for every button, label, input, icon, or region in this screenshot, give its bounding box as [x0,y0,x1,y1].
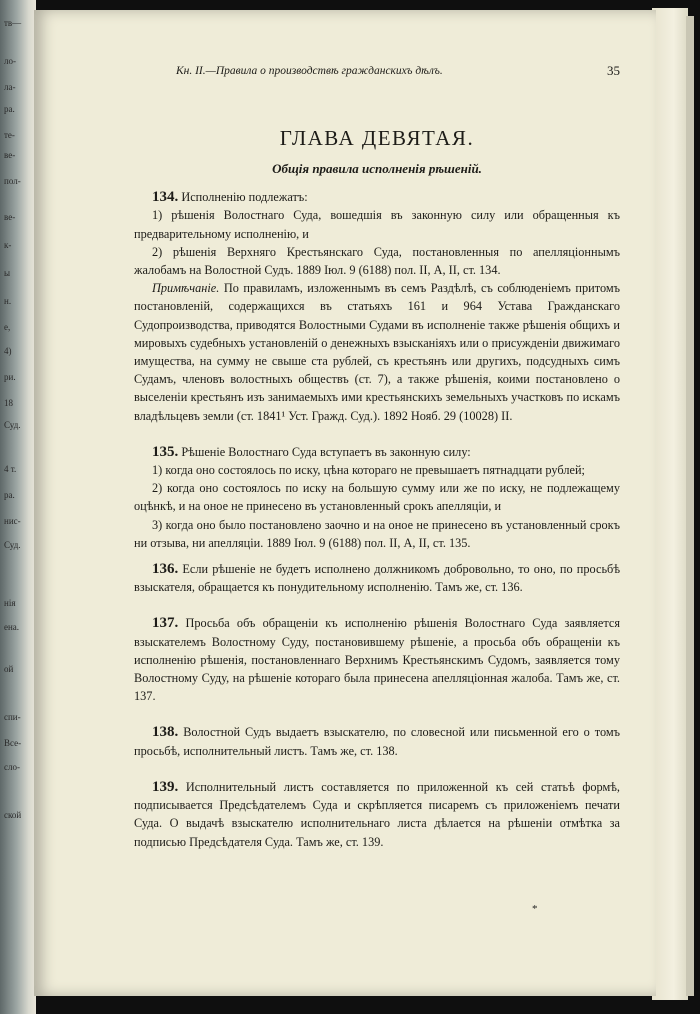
spine-fragment: ло- [4,56,16,66]
article-text: Исполнительный листъ составляется по приложенной къ сей статьѣ формѣ, подписывается Предсѣдателемъ Суда и скрѣпляется писаремъ съ приложеніемъ печати Суда. О выдачѣ взыскателю исполнительнаго листа дѣлается на рѣшеніи отмѣтка за подписью Предсѣдателя Суда. Тамъ же, ст. 139. [134,779,620,849]
article-body [134,614,620,705]
spine-fragment: Суд. [4,420,21,430]
spine-fragment: 18 [4,398,13,408]
chapter-subtitle: Общія правила исполненія рѣшеній. [272,161,482,176]
note-label: Примѣчаніе. [152,281,220,296]
spine-fragment: ве- [4,150,16,160]
article-body [134,560,620,596]
spine-fragment: 4 т. [4,464,17,474]
spine-fragment: спи- [4,712,21,722]
spine-fragment: ри. [4,372,16,382]
article-134 [134,188,620,425]
article-138 [134,723,620,759]
article-note [134,279,620,425]
article-136 [134,560,620,596]
spine-fragment: е, [4,322,11,332]
article-item: 3) когда оно было постановлено заочно и на оное не принесено въ установленный срокъ ни отзыва, ни апелляціи. 1889 Іюл. 9 (6188) пол. II, А, II, ст. 135. [134,517,620,550]
spine-fragment: к- [4,240,12,250]
page-content [134,62,620,851]
article-number: 134. [152,189,179,206]
spine-fragment: те- [4,130,15,140]
spine-fragment: н. [4,296,12,306]
spine-fragment: ы [4,268,11,278]
spine-fragment: ской [4,810,22,820]
article-body [134,778,620,851]
running-head-title: Кн. II.—Правила о производствѣ гражданскихъ дѣлъ. [176,65,443,77]
spine-fragment: ве- [4,212,16,222]
article-text: Волостной Судъ выдаетъ взыскателю, по словесной или письменной его о томъ просьбѣ, исполнительный листъ. Тамъ же, ст. 138. [134,725,620,758]
spine-fragment: ена. [4,622,20,632]
page-stack-shadow [686,16,694,996]
article-137 [134,614,620,705]
note-text: По правиламъ, изложеннымъ въ семъ Раздѣлѣ, съ соблюденіемъ притомъ постановленій, содержащихся въ статьяхъ 161 и 964 Устава Гражданскаго Судопроизводства, приводятся Волостными Судами въ исполненіе также рѣшенія общихъ и мировыхъ судебныхъ установленій о денежныхъ взысканіяхъ или о присужденіи движимаго имущества, на сумму не свыше ста рублей, съ крестьянъ или другихъ, подсудныхъ симъ Судамъ, членовъ волостныхъ обществъ (ст. 7), а также рѣшенія, коими постановлено о выселеніи крестьянъ изъ занимаемыхъ ими крестьянскихъ земельныхъ участковъ по искамъ владѣльцевъ земли (ст. 1841¹ Уст. Гражд. Суд.). 1892 Нояб. 29 (10028) II. [134,281,620,423]
facing-page-edge [0,0,36,1014]
spine-fragment: 4) [4,346,12,356]
article-text: Исполненію подлежатъ: [181,190,308,205]
spine-fragment: нис- [4,516,21,526]
article-139 [134,778,620,851]
spine-fragment: ра. [4,490,15,500]
article-135 [134,443,620,552]
spine-fragment: Суд. [4,540,21,550]
spine-fragment: ой [4,664,14,674]
book-page [34,10,656,996]
chapter-title: ГЛАВА ДЕВЯТАЯ. [279,126,475,150]
article-number: 138. [152,724,179,741]
spine-fragment: сло- [4,762,20,772]
spine-fragment: пол- [4,176,21,186]
article-item: 1) рѣшенія Волостнаго Суда, вошедшія въ законную силу или обращенныя къ предварительному исполненію, и [134,208,620,241]
running-head [134,62,620,82]
spine-fragment: тв— [4,18,22,28]
page-stack-edge [652,8,688,1000]
spine-fragment: ла- [4,82,16,92]
page-number: 35 [607,63,620,78]
spine-fragment: ра. [4,104,15,114]
spine-fragment: нія [4,598,16,608]
footnote-mark: * [532,903,538,915]
article-intro [134,443,620,461]
article-intro [134,188,620,206]
article-number: 139. [152,778,179,795]
spine-fragment: Все- [4,738,22,748]
article-item: 2) рѣшенія Верхняго Крестьянскаго Суда, постановленныя по апелляціоннымъ жалобамъ на Волостной Судъ. 1889 Іюл. 9 (6188) пол. II, А, II, ст. 134. [134,244,620,278]
article-text: Рѣшеніе Волостнаго Суда вступаетъ въ законную силу: [181,444,471,459]
article-number: 137. [152,615,179,632]
article-item: 1) когда оно состоялось по иску, цѣна котораго не превышаетъ пятнадцати рублей; [152,463,585,478]
article-text: Если рѣшеніе не будетъ исполнено должникомъ добровольно, то оно, по просьбѣ взыскателя, обращается къ понудительному исполненію. Тамъ же, ст. 136. [134,562,620,595]
article-number: 136. [152,561,179,578]
article-body [134,723,620,759]
article-number: 135. [152,443,179,460]
article-text: Просьба объ обращеніи къ исполненію рѣшенія Волостнаго Суда заявляется взыскателемъ Волостному Суду, постановившему рѣшеніе, а просьба объ обращеніи къ исполненію рѣшенія, постановленнаго Верхнимъ Крестьянскимъ Судомъ, заявляется тому Волостному Суду, на рѣшеніе котораго была принесена апелляціонная жалоба. Тамъ же, ст. 137. [134,616,620,704]
article-item: 2) когда оно состоялось по иску на большую сумму или же по иску, не подлежащему оцѣнкѣ, и на оное не принесено въ установленный срокъ апелляціи, и [134,481,620,514]
